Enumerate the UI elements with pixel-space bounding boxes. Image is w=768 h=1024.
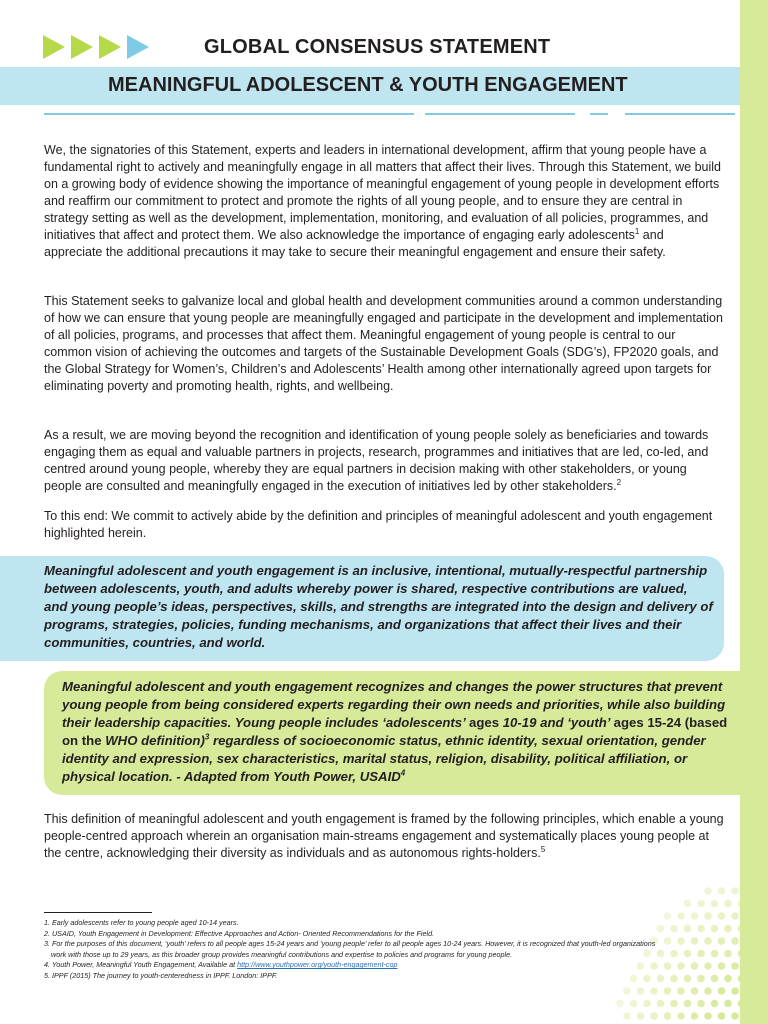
usaid-text: Meaningful adolescent and youth engagement recognizes and changes the power structures that prevent young people from being considered experts regarding their own needs and priorities, while also building their leadership capacities. Young people includes ‘adolescents’ ages 10-19 and ‘youth’ ages 15-24 (based on the WHO definition)$^3$ regardless of socioeconomic status, ethnic identity, sexual orientation, gender identity and expression, sex characteristics, marital status, religion, disability, political affiliation, or physical location. - Adapted from Youth Power, USAID$^4$ (62, 679, 728, 784)
paragraph-galvanize (44, 293, 724, 395)
arrow-icon (99, 35, 121, 59)
footnote-ref: 1 (634, 226, 640, 236)
paragraph-text: This definition of meaningful adolescent and youth engagement is framed by the following principles, which enable a young people-centred approach wherein an organisation main-streams engagement and systematically places young people at the centre, acknowledging their diversity as individuals and as autonomous rights-holders. (44, 812, 724, 860)
footnotes (44, 918, 734, 981)
paragraph-commitment (44, 508, 724, 542)
divider (590, 113, 608, 115)
footnote-ref: 2 (616, 477, 622, 487)
paragraph-result (44, 427, 724, 495)
footnote-ref: 3 (204, 732, 210, 742)
definition-text: Meaningful adolescent and youth engagement is an inclusive, intentional, mutually-respectful partnership between adolescents, youth, and adults whereby power is shared, respective contributions are valued, and young people’s ideas, perspectives, skills, and strengths are integrated into the design and delivery of programs, strategies, policies, funding mechanisms, and organizations that affect their lives and their communities, countries, and world. (44, 563, 713, 650)
arrow-decoration (43, 35, 149, 59)
paragraph-text: As a result, we are moving beyond the recognition and identification of young people solely as beneficiaries and towards engaging them as equal and valuable partners in projects, research, programmes and initiatives that are led, co-led, and centred around young people, whereby they are equal partners in decision making with other stakeholders, or young people are consulted and meaningfully engaged in the execution of initiatives led by other stakeholders. (44, 428, 709, 493)
paragraph-text: To this end: We commit to actively abide by the definition and principles of meaningful adolescent and youth engagement highlighted herein. (44, 509, 713, 540)
footnote-2: 2. USAID, Youth Engagement in Development: Effective Approaches and Action- Oriented Recommendations for the Field. (44, 928, 435, 938)
paragraph-principles (44, 811, 724, 862)
paragraph-text: This Statement seeks to galvanize local and global health and development communities around a common understanding of how we can ensure that young people are meaningfully engaged and participate in the development and implementation of all policies, programs, and processes that affect them. Meaningful engagement of young people is central to our common vision of achieving the outcomes and targets of the Sustainable Development Goals (SDG’s), FP2020 goals, and the Global Strategy for Women’s, Children’s and Adolescents’ Health among other internationally agreed upon targets for eliminating poverty and promoting health, rights, and wellbeing. (44, 294, 723, 393)
footnote-ref: 4 (400, 768, 406, 778)
footnote-1: 1. Early adolescents refer to young people aged 10-14 years. (44, 918, 239, 927)
footnote-divider (44, 912, 152, 913)
paragraph-text: We, the signatories of this Statement, experts and leaders in international development, affirm that young people have a fundamental right to actively and meaningfully engage in all matters that affect their lives. Through this Statement, we build on a growing body of evidence showing the importance of meaningful engagement of young people in development efforts and reaffirm our commitment to protect and promote the rights of all young people, and to ensure they are central in strategy setting as well as the development, implementation, monitoring, and evaluation of all policies, programmes, and initiatives that affect and protect them. We also acknowledge the importance of engaging early adolescents (44, 143, 722, 242)
divider (44, 113, 414, 115)
page-title: GLOBAL CONSENSUS STATEMENT (204, 36, 551, 58)
footnote-ref: 5 (540, 844, 546, 854)
arrow-icon (127, 35, 149, 59)
divider (625, 113, 735, 115)
right-decor-strip (740, 0, 768, 1024)
footnote-4: 4. Youth Power, Meaningful Youth Engagement, Available at http://www.youthpower.org/youth-engagement-cop (44, 960, 398, 969)
footnote-3: 3. For the purposes of this document, ‘youth’ refers to all people ages 15-24 years and ‘young people’ refer to all people ages 10-24 years. However, it is recognized that youth-led organizations (44, 939, 656, 948)
divider (425, 113, 575, 115)
footnote-5: 5. IPPF (2015) The journey to youth-centeredness in IPPF. London: IPPF. (44, 970, 278, 980)
arrow-icon (43, 35, 65, 59)
youthpower-link[interactable]: http://www.youthpower.org/youth-engagement-cop (237, 960, 398, 969)
page-subtitle: MEANINGFUL ADOLESCENT & YOUTH ENGAGEMENT (108, 74, 628, 96)
footnote-3-cont: work with those up to 29 years, as this broader group provides meaningful contributions and expertise to policies and programs for young people. (51, 949, 513, 959)
paragraph-text: and appreciate the additional precautions it may take to secure their meaningful engagement and ensure their safety. (44, 228, 666, 259)
paragraph-affirmation (44, 142, 724, 261)
arrow-icon (71, 35, 93, 59)
